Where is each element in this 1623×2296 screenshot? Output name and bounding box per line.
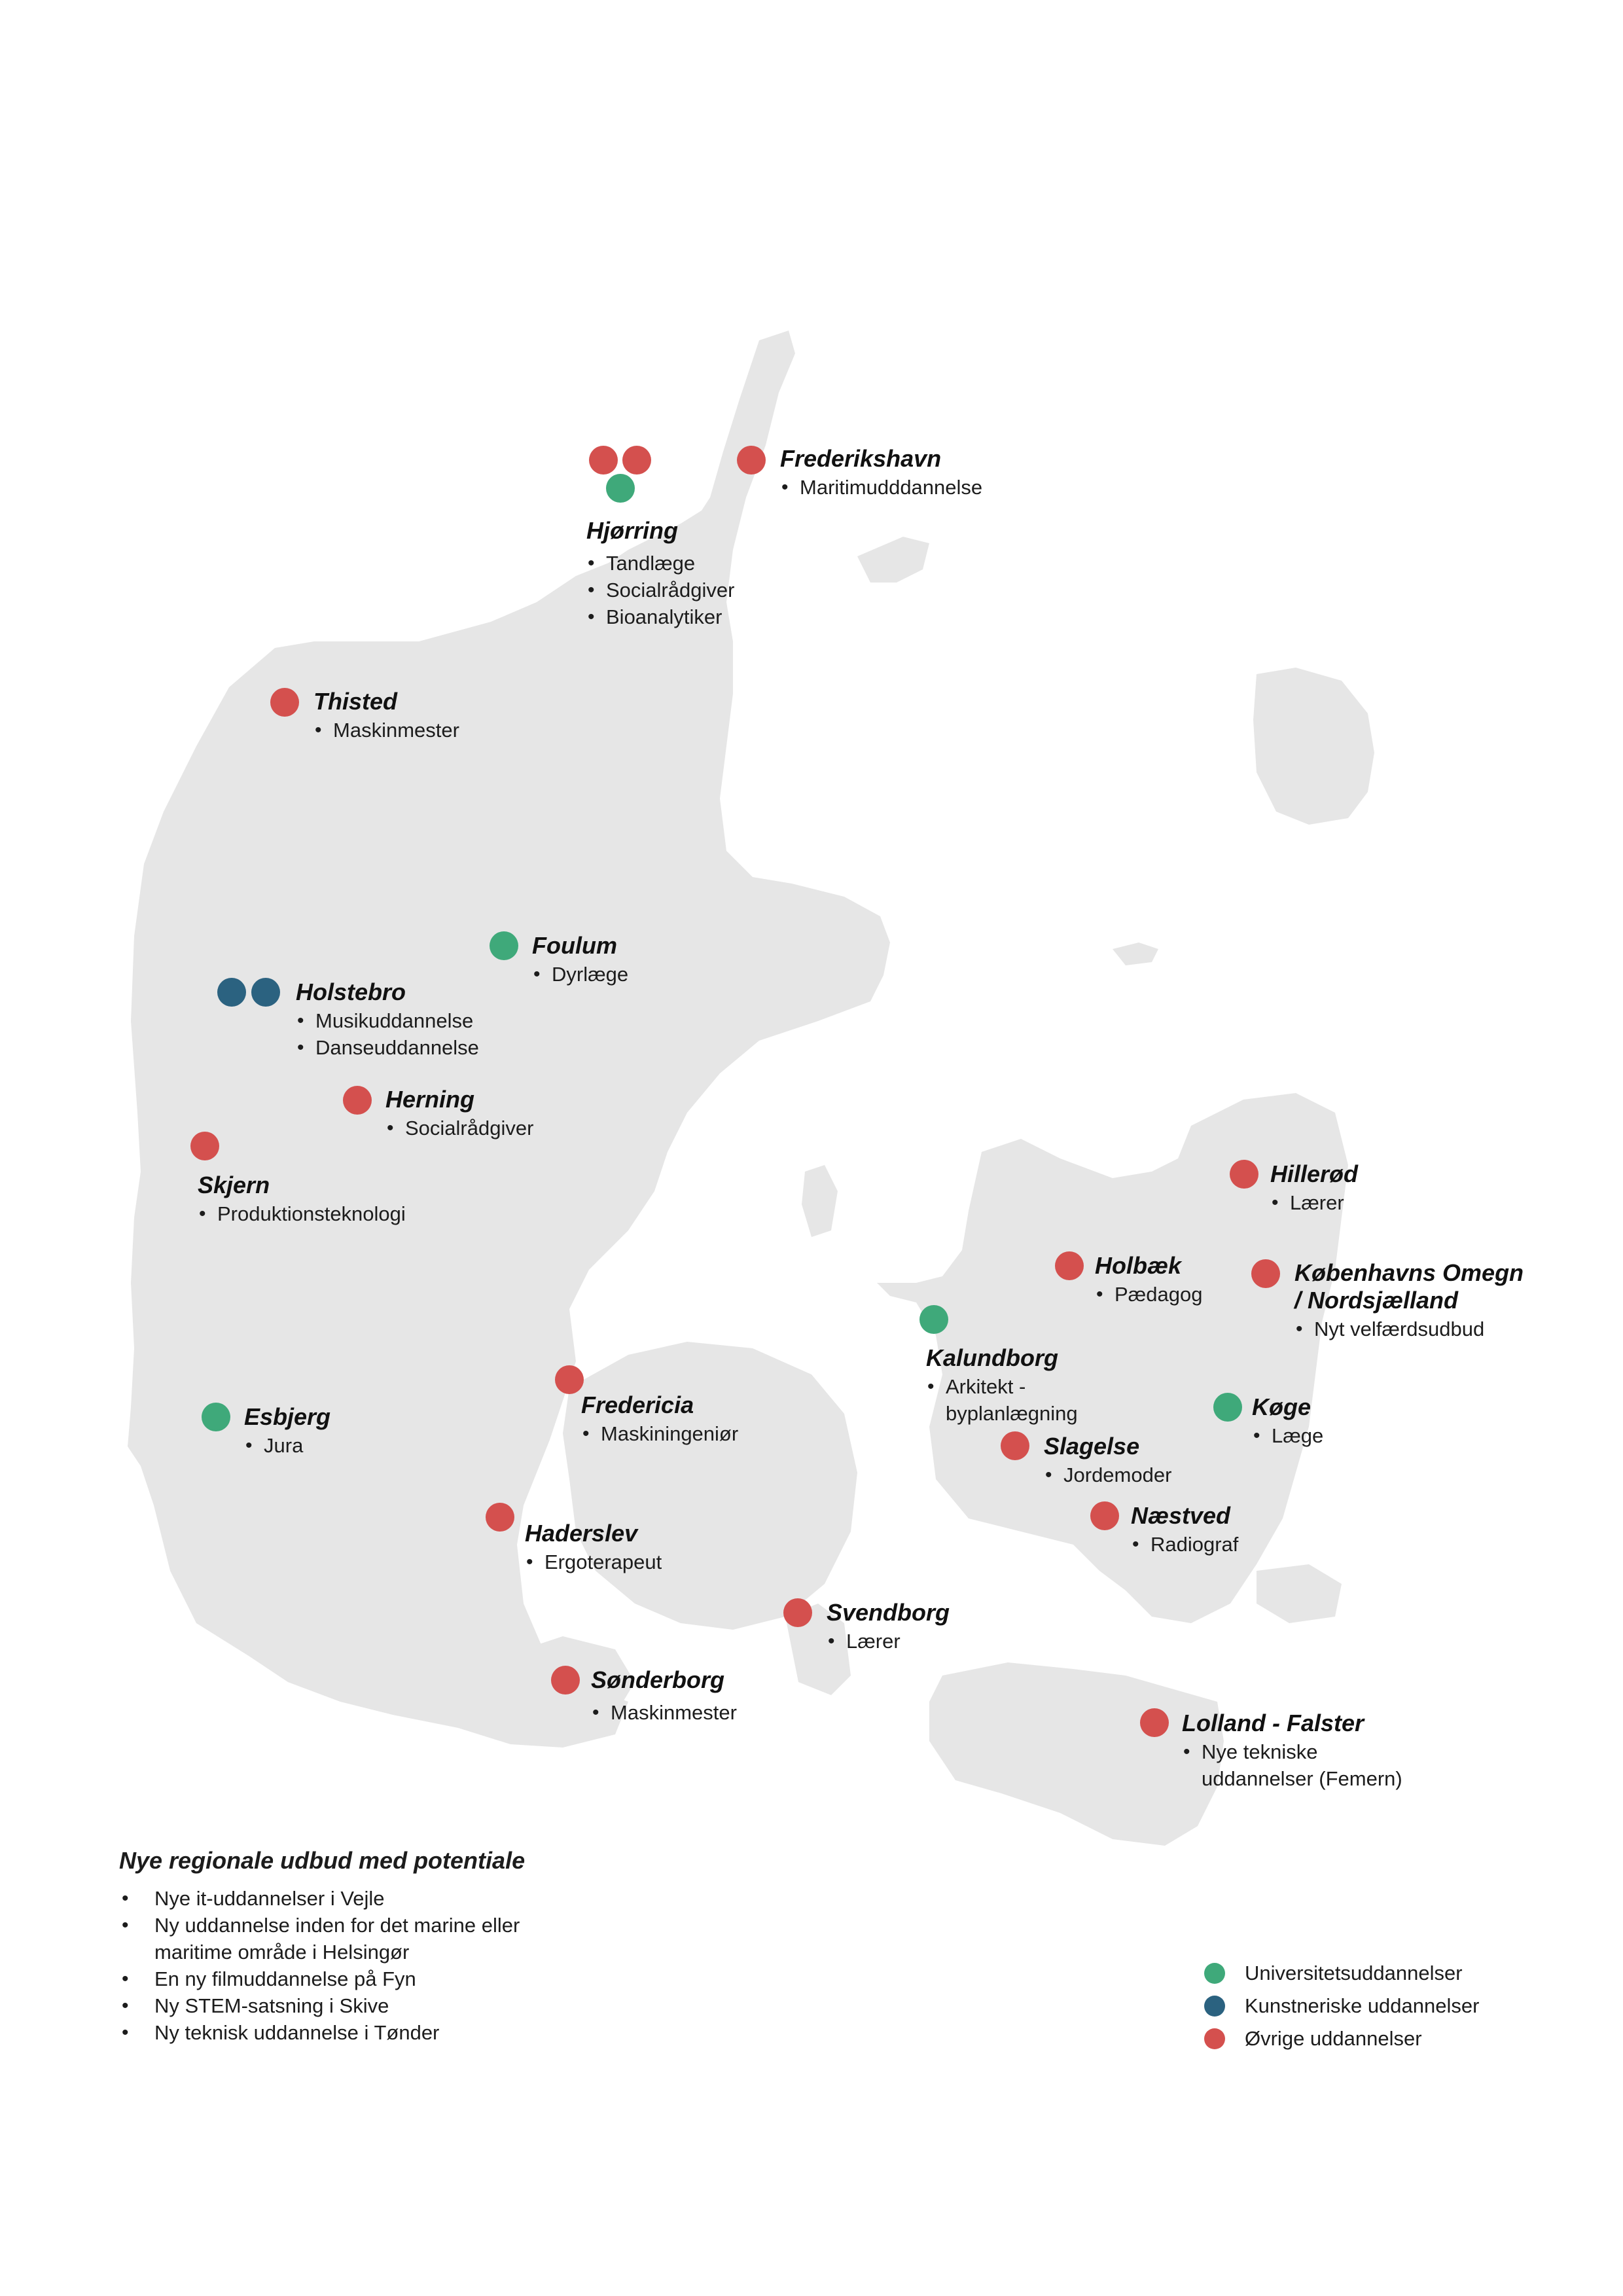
program-item: • Bioanalytiker (586, 603, 734, 630)
city-name: Københavns Omegn / Nordsjælland (1294, 1259, 1524, 1314)
city-name: Sønderborg (591, 1666, 724, 1693)
city-svendborg (827, 1599, 950, 1655)
city-name: Skjern (198, 1172, 270, 1198)
dot-skjern[interactable] (190, 1132, 219, 1160)
dot-fredericia[interactable] (555, 1365, 584, 1394)
legend-dot-icon (1204, 1996, 1225, 2017)
dot-herning[interactable] (343, 1086, 372, 1115)
city-name: Hillerød (1270, 1160, 1359, 1187)
program-item: • Socialrådgiver (586, 577, 734, 603)
dot-kalundborg[interactable] (919, 1305, 948, 1334)
regional-offers (119, 1846, 616, 2046)
city-name: Kalundborg (926, 1344, 1058, 1371)
program-item: • Lærer (1270, 1189, 1358, 1216)
city-kbh-omegn (1294, 1259, 1530, 1342)
city-haderslev (525, 1520, 662, 1575)
program-item: • Danseuddannelse (296, 1034, 479, 1061)
regional-item: • Nye it-uddannelser i Vejle (119, 1885, 616, 1912)
dot-naestved[interactable] (1090, 1501, 1119, 1530)
legend-label: Kunstneriske uddannelser (1245, 1994, 1480, 2017)
city-kalundborg (926, 1344, 1096, 1427)
legend-label: Universitetsuddannelser (1245, 1962, 1463, 1984)
legend-item-other (1204, 2022, 1479, 2055)
city-name: Fredericia (581, 1391, 694, 1418)
samso-landmass (802, 1165, 838, 1237)
dot-sonderborg[interactable] (551, 1666, 580, 1695)
program-item: • Pædagog (1095, 1281, 1202, 1308)
city-name: Thisted (313, 688, 398, 715)
city-foulum (532, 932, 628, 988)
city-name: Foulum (532, 932, 617, 959)
city-name: Esbjerg (244, 1403, 331, 1430)
city-name: Køge (1252, 1393, 1311, 1420)
dot-hillerod[interactable] (1230, 1160, 1258, 1189)
program-item: • Jordemoder (1044, 1462, 1171, 1488)
city-fredericia (581, 1391, 738, 1447)
dot-kbh-omegn[interactable] (1251, 1259, 1280, 1288)
legend-item-artistic (1204, 1990, 1479, 2022)
regional-item: • Ny uddannelse inden for det marine eller maritime område i Helsingør (119, 1912, 547, 1965)
program-item: • Maskinmester (591, 1699, 737, 1726)
regional-item: • En ny filmuddannelse på Fyn (119, 1965, 616, 1992)
legend-dot-icon (1204, 2028, 1225, 2049)
program-item: • Radiograf (1131, 1531, 1238, 1558)
regional-item: • Ny teknisk uddannelse i Tønder (119, 2019, 616, 2046)
program-item: • Lærer (827, 1628, 950, 1655)
anholt-landmass (1113, 942, 1158, 965)
dot-koge[interactable] (1213, 1393, 1242, 1422)
dot-lolland[interactable] (1140, 1708, 1169, 1737)
program-item: • Nyt velfærdsudbud (1294, 1316, 1530, 1342)
city-holstebro (296, 978, 479, 1061)
city-hjorring (586, 517, 734, 630)
city-lolland-falster (1182, 1710, 1431, 1792)
legend-item-university (1204, 1957, 1479, 1990)
city-hillerod (1270, 1160, 1358, 1216)
city-name: Herning (385, 1086, 475, 1113)
city-skjern (198, 1172, 406, 1227)
legend-dot-icon (1204, 1963, 1225, 1984)
dot-esbjerg[interactable] (202, 1403, 230, 1431)
city-name: Frederikshavn (780, 445, 942, 472)
program-item: • Maskinmester (313, 717, 459, 744)
city-name: Holbæk (1095, 1252, 1182, 1279)
city-name: Lolland - Falster (1182, 1710, 1364, 1736)
dot-thisted[interactable] (270, 688, 299, 717)
city-slagelse (1044, 1433, 1171, 1488)
legend-label: Øvrige uddannelser (1245, 2027, 1422, 2050)
city-name: Næstved (1131, 1502, 1231, 1529)
dot-slagelse[interactable] (1001, 1431, 1029, 1460)
regional-item: • Ny STEM-satsning i Skive (119, 1992, 616, 2019)
map-legend (1204, 1957, 1479, 2055)
city-herning (385, 1086, 533, 1141)
city-thisted (313, 688, 459, 744)
dot-svendborg[interactable] (783, 1598, 812, 1627)
dot-holstebro-2[interactable] (251, 978, 280, 1007)
program-item: • Arkitekt - byplanlægning (926, 1373, 1096, 1427)
program-item: • Maskiningeniør (581, 1420, 738, 1447)
city-frederikshavn (780, 445, 982, 501)
dot-foulum[interactable] (490, 931, 518, 960)
program-item: • Jura (244, 1432, 330, 1459)
city-name: Svendborg (827, 1599, 950, 1626)
city-sonderborg (591, 1666, 737, 1726)
dot-hjorring-3[interactable] (606, 474, 635, 503)
dot-hjorring-1[interactable] (589, 446, 618, 475)
dot-holbaek[interactable] (1055, 1251, 1084, 1280)
city-name: Slagelse (1044, 1433, 1140, 1460)
city-koge (1252, 1393, 1323, 1449)
program-item: • Dyrlæge (532, 961, 628, 988)
city-holbaek (1095, 1252, 1202, 1308)
program-item: • Nye tekniske uddannelser (Femern) (1182, 1738, 1431, 1792)
dot-hjorring-2[interactable] (622, 446, 651, 475)
city-name: Haderslev (525, 1520, 638, 1547)
city-name: Holstebro (296, 978, 406, 1005)
program-item: • Musikuddannelse (296, 1007, 479, 1034)
program-item: • Ergoterapeut (525, 1549, 662, 1575)
regional-title: Nye regionale udbud med potentiale (119, 1847, 526, 1874)
dot-holstebro-1[interactable] (217, 978, 246, 1007)
city-name: Hjørring (586, 517, 678, 544)
city-esbjerg (244, 1403, 330, 1459)
program-item: • Produktionsteknologi (198, 1200, 406, 1227)
program-item: • Læge (1252, 1422, 1323, 1449)
laeso-landmass (857, 537, 929, 583)
program-item: • Tandlæge (586, 550, 734, 577)
dot-frederikshavn[interactable] (737, 446, 766, 475)
lolland-falster-landmass (929, 1662, 1224, 1846)
bornholm-landmass (1253, 668, 1374, 825)
mon-landmass (1257, 1564, 1342, 1623)
program-item: • Socialrådgiver (385, 1115, 533, 1141)
dot-haderslev[interactable] (486, 1503, 514, 1532)
program-item: • Maritimudddannelse (780, 474, 982, 501)
funen-landmass (563, 1342, 857, 1630)
city-naestved (1131, 1502, 1238, 1558)
